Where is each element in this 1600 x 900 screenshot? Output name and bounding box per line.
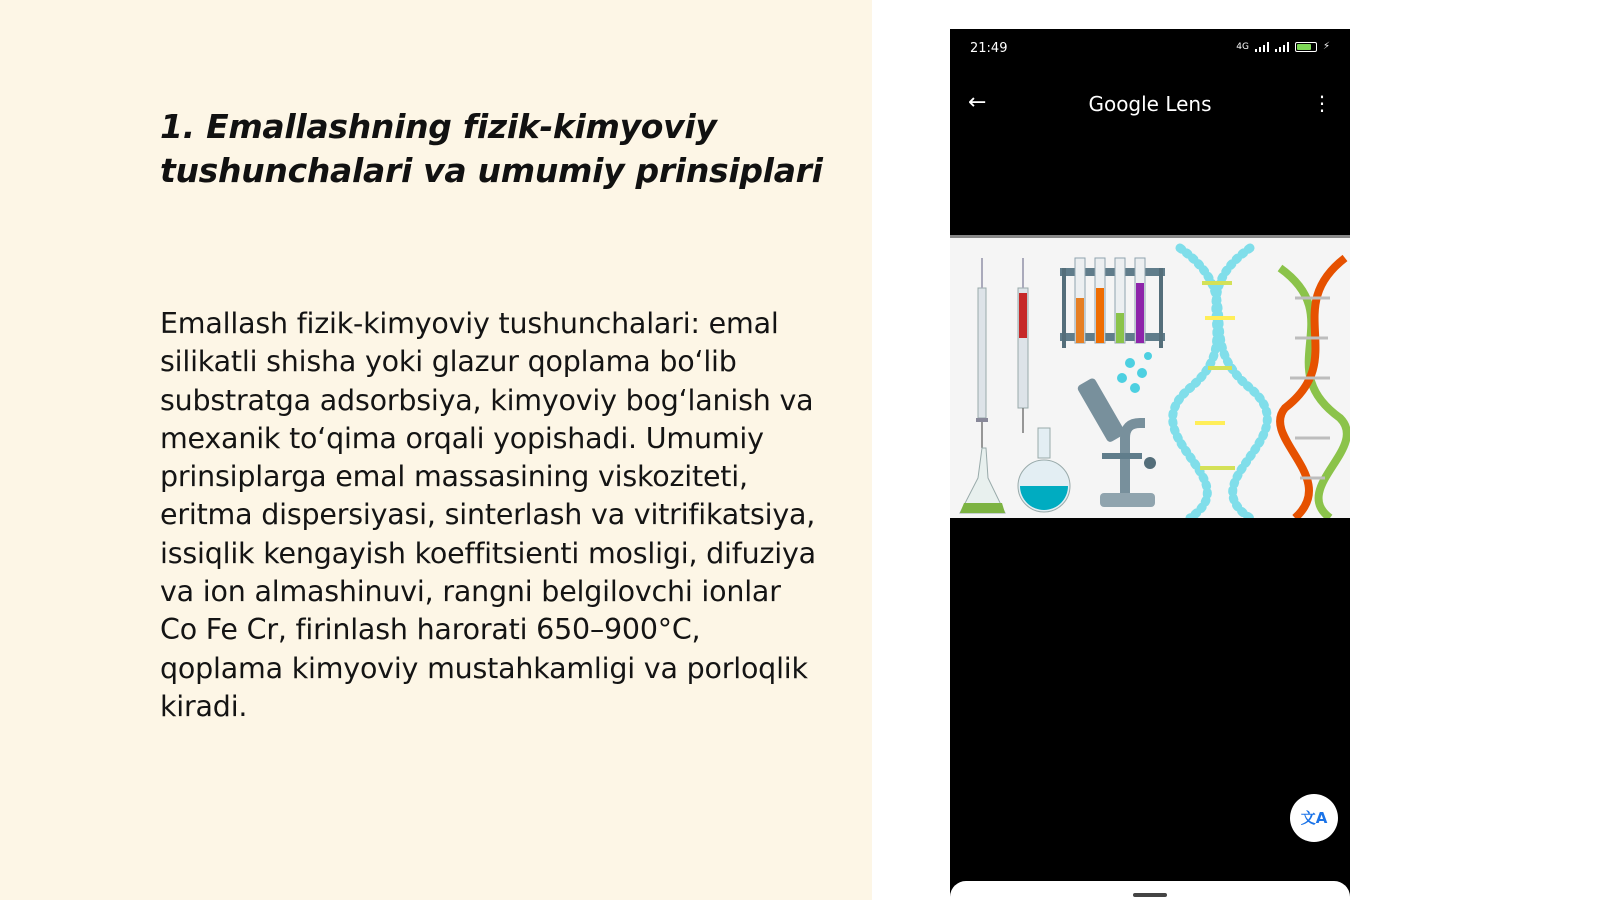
phone-screenshot — [950, 29, 1350, 900]
battery-icon — [1295, 42, 1317, 52]
charging-icon: ⚡ — [1322, 41, 1330, 52]
back-arrow-icon[interactable]: ← — [968, 90, 987, 115]
status-icons — [1236, 41, 1330, 52]
lens-image[interactable] — [950, 235, 1350, 518]
signal-icon-2 — [1275, 42, 1289, 52]
more-vert-icon[interactable]: ⋮ — [1312, 91, 1332, 115]
science-illustration — [950, 238, 1350, 518]
signal-icon — [1255, 42, 1269, 52]
translate-button[interactable] — [1290, 794, 1338, 842]
translate-icon: 文A — [1300, 809, 1328, 827]
bottom-sheet[interactable] — [950, 881, 1350, 900]
sheet-drag-handle[interactable] — [1133, 893, 1167, 897]
slide-title: 1. Emallashning fizik-kimyoviy tushunchalari va umumiy prinsiplari — [160, 107, 823, 190]
network-label: 4G — [1236, 41, 1249, 52]
status-bar — [950, 29, 1350, 69]
slide-body-text: Emallash fizik-kimyoviy tushunchalari: emal silikatli shisha yoki glazur qoplama bo‘lib substratga adsorbsiya, kimyoviy bog‘lanish va mexanik to‘qima orqali yopishadi. Umumiy prinsiplarga emal massasining viskoziteti, eritma dispersiyasi, sinterlash va vitrifikatsiya, issiqlik kengayish koeffitsienti mosligi, difuziya va ion almashinuvi, rangni belgilovchi ionlar Co Fe Cr, firinlash harorati 650–900°C, qoplama kimyoviy mustahkamligi va porloqlik kiradi. — [160, 307, 816, 723]
status-time: 21:49 — [970, 41, 1008, 56]
app-bar — [950, 84, 1350, 124]
app-title: Google Lens — [1088, 92, 1212, 116]
